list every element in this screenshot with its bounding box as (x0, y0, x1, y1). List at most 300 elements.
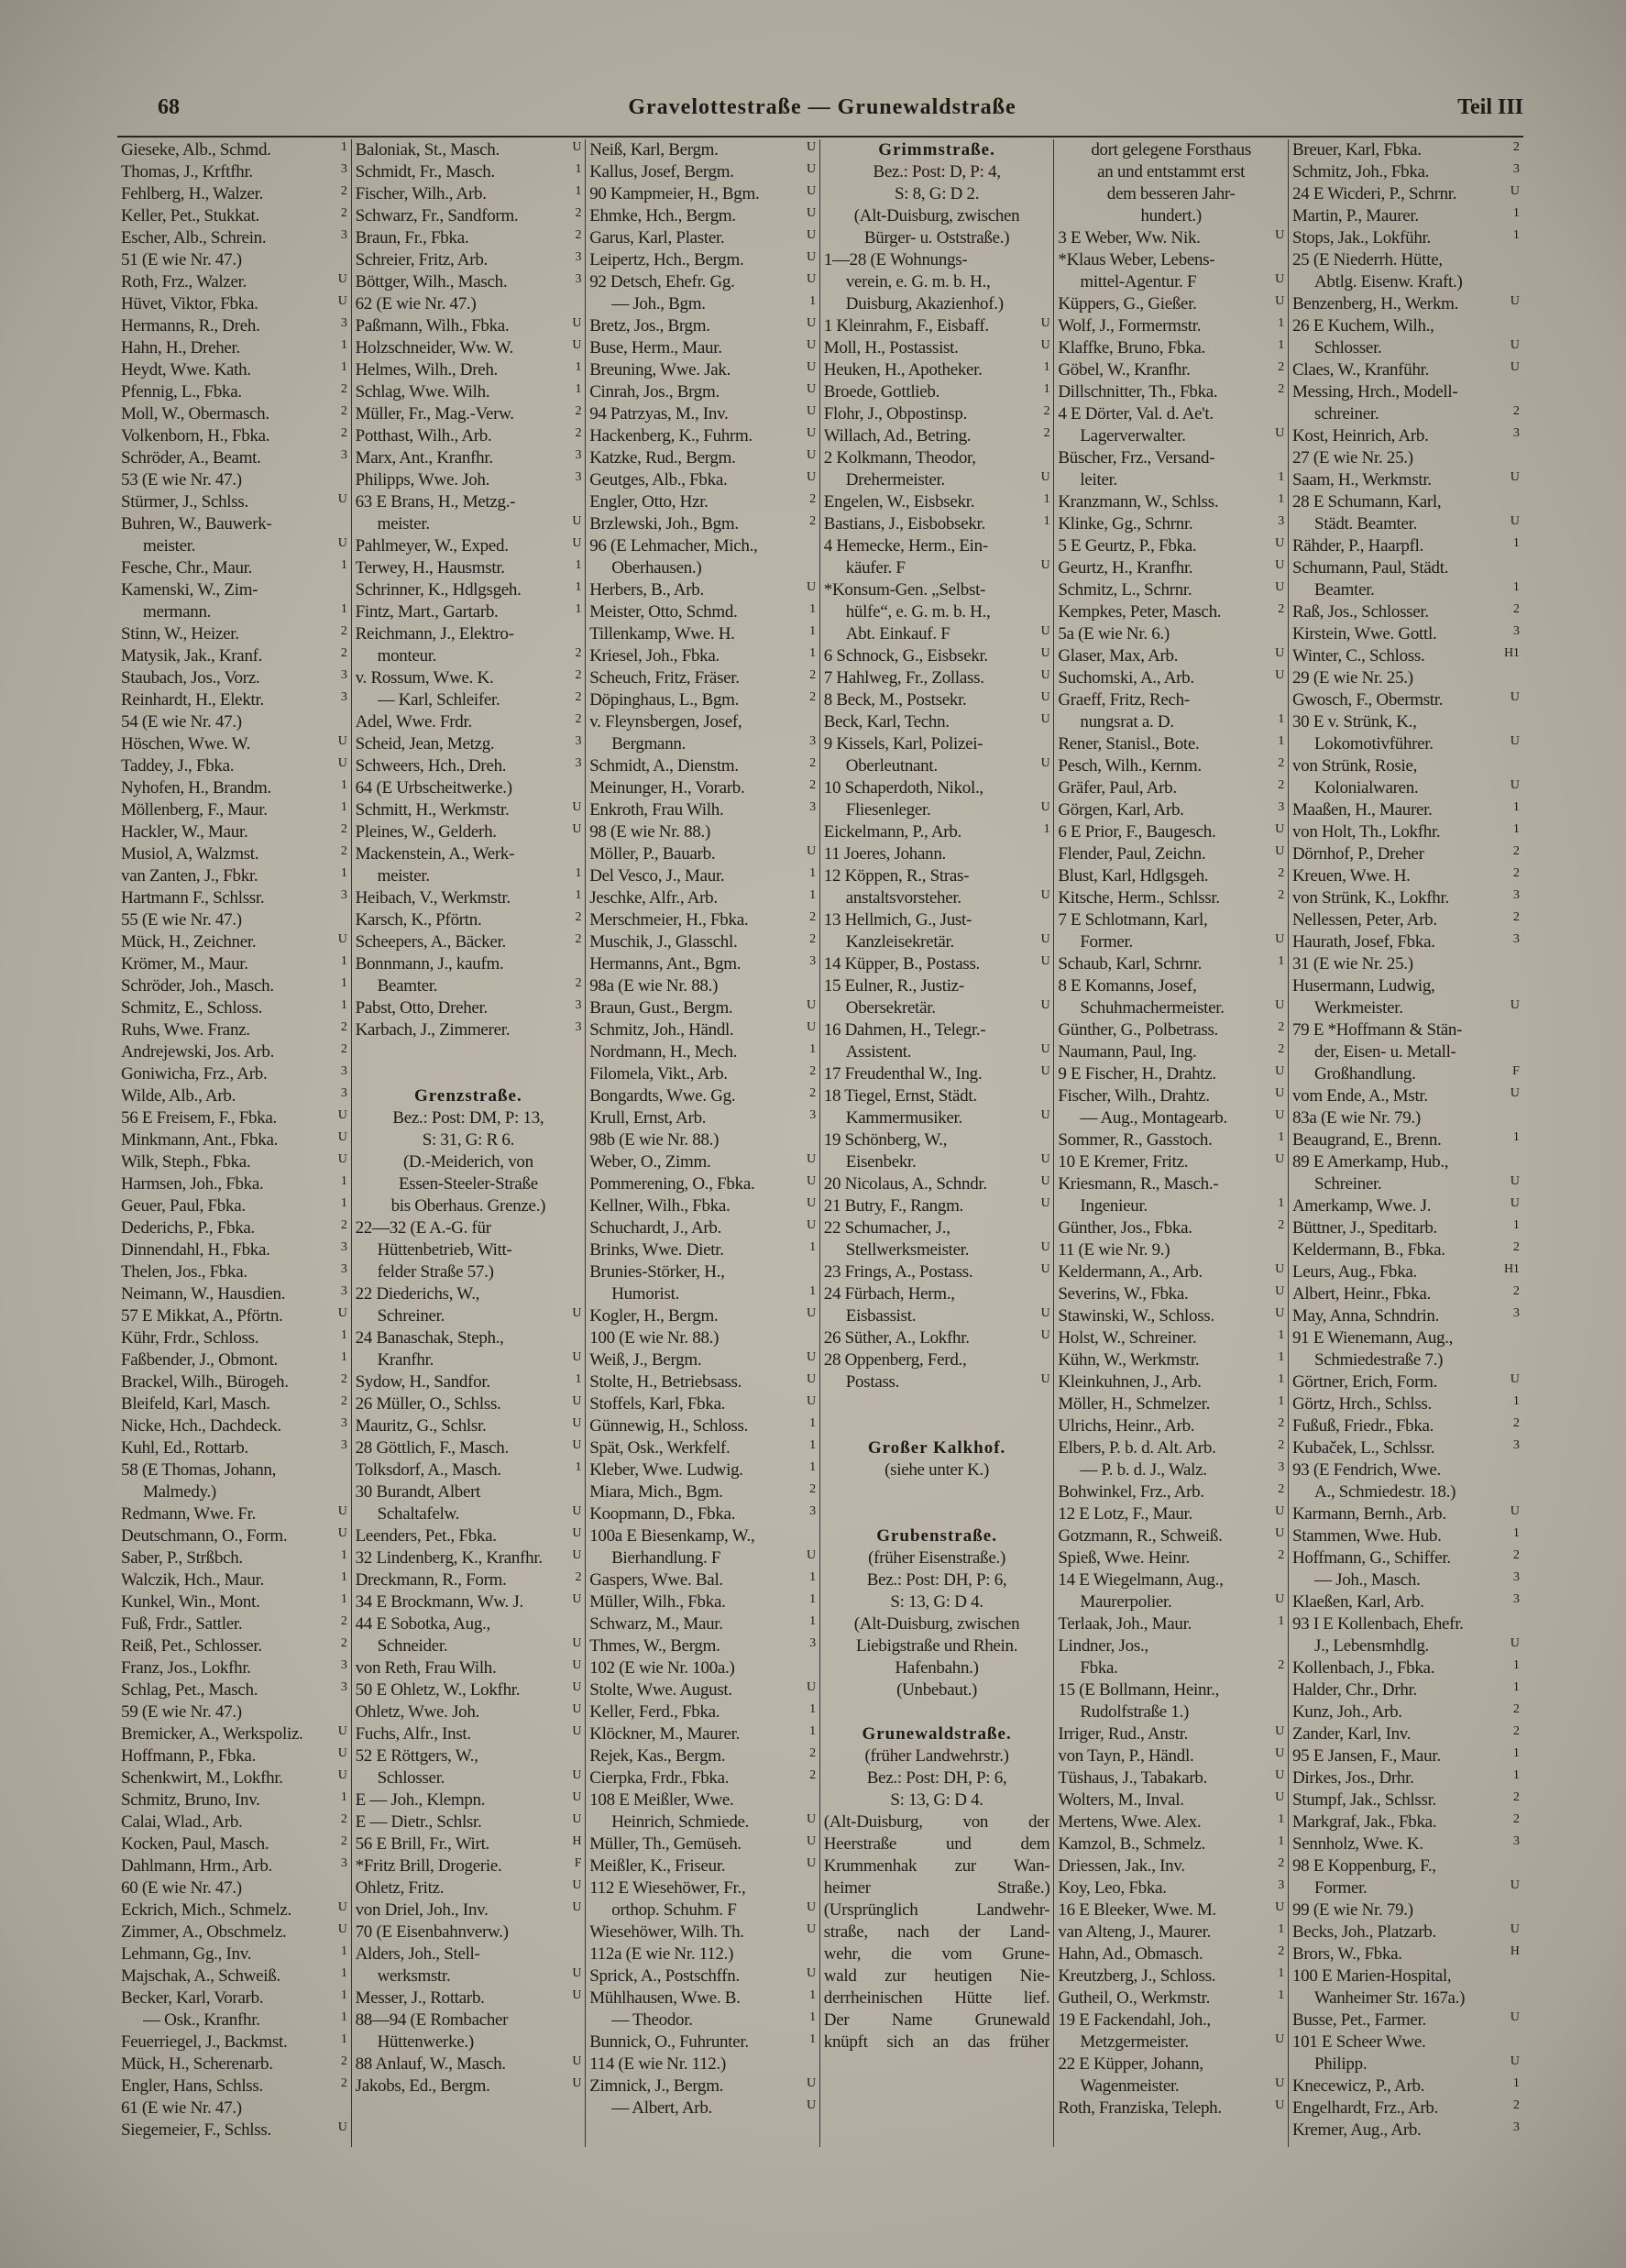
directory-entry (1058, 865, 1284, 887)
entry-text: meister. (377, 866, 430, 886)
directory-entry (1292, 953, 1520, 975)
entry-text: Schmiedestraße 7.) (1313, 1350, 1444, 1370)
entry-text: monteur. (377, 646, 437, 666)
directory-entry (356, 1481, 582, 1503)
entry-text: Schaltafelw. (377, 1504, 460, 1524)
directory-entry (824, 667, 1050, 689)
street-note: Bez.: Post: DH, P: 6, (866, 1768, 1007, 1788)
entry-text: Enkroth, Frau Wilh. (589, 800, 724, 820)
blank-line (824, 1415, 1050, 1437)
entry-text: 15 (E Bollmann, Heinr., (1058, 1680, 1220, 1700)
entry-text: 61 (E wie Nr. 47.) (121, 2098, 242, 2118)
entry-floor-marker: 1 (340, 1570, 347, 1584)
entry-floor-marker: 3 (340, 888, 347, 902)
directory-entry (1058, 1965, 1284, 1987)
entry-floor-marker: 1 (1512, 1218, 1520, 1232)
street-note: Hafenbahn.) (895, 1658, 979, 1678)
entry-floor-marker: 3 (340, 1658, 347, 1672)
entry-floor-marker: U (572, 1658, 582, 1672)
directory-entry (356, 1019, 582, 1041)
directory-entry (824, 403, 1050, 425)
entry-text: Volkenborn, H., Fbka. (121, 426, 270, 446)
entry-floor-marker: 1 (809, 1614, 816, 1628)
street-history-line: Der Name Grunewald (823, 2010, 1050, 2030)
street-heading: Grimmstraße. (878, 140, 995, 160)
directory-entry (121, 381, 347, 403)
directory-entry (589, 931, 816, 953)
entry-text: Brors, W., Fbka. (1291, 1944, 1402, 1964)
street-history-line: heimer Straße.) (823, 1878, 1050, 1898)
entry-text: Dillschnitter, Th., Fbka. (1058, 382, 1218, 402)
entry-floor-marker: U (806, 1152, 816, 1166)
entry-text: 7 Hahlweg, Fr., Zollass. (823, 668, 984, 688)
directory-entry (356, 1415, 582, 1437)
entry-text: Nellessen, Peter, Arb. (1291, 910, 1437, 930)
directory-entry (1058, 2053, 1284, 2075)
directory-entry (589, 469, 816, 491)
entry-floor-marker: 1 (1512, 800, 1520, 814)
directory-entry (1058, 1723, 1284, 1745)
entry-text: 9 Kissels, Karl, Polizei- (823, 734, 983, 754)
directory-entry (121, 777, 347, 799)
entry-floor-marker: 1 (340, 558, 347, 572)
directory-entry (121, 1019, 347, 1041)
directory-entry (1292, 1833, 1520, 1855)
entry-text: — P. b. d. J., Walz. (1080, 1460, 1207, 1480)
entry-text: Geutges, Alb., Fbka. (589, 470, 728, 490)
directory-entry-continuation (1058, 1107, 1284, 1129)
directory-entry (1058, 1393, 1284, 1415)
entry-text: Fußuß, Friedr., Fbka. (1291, 1416, 1434, 1436)
entry-floor-marker: 2 (340, 1020, 347, 1034)
entry-floor-marker: U (1510, 1086, 1520, 1100)
entry-text: E — Dietr., Schlsr. (355, 1812, 482, 1832)
directory-entry (589, 337, 816, 359)
entry-floor-marker: 2 (1278, 1218, 1284, 1232)
entry-floor-marker: 1 (1278, 1614, 1284, 1628)
directory-entry (121, 205, 347, 227)
entry-floor-marker: U (1275, 2098, 1284, 2112)
entry-floor-marker: U (1275, 1768, 1284, 1782)
directory-entry (121, 755, 347, 777)
entry-text: Schmitz, Joh., Fbka. (1291, 162, 1430, 182)
directory-entry (121, 227, 347, 249)
directory-entry (589, 755, 816, 777)
entry-text: 11 (E wie Nr. 9.) (1058, 1240, 1170, 1260)
entry-text: Neimann, W., Hausdien. (121, 1284, 286, 1304)
entry-text: Stumpf, Jak., Schlssr. (1291, 1790, 1436, 1810)
entry-text: 91 E Wienemann, Aug., (1291, 1328, 1454, 1348)
entry-floor-marker: 2 (809, 514, 816, 528)
directory-entry (1292, 535, 1520, 557)
directory-entry (1058, 1503, 1284, 1525)
directory-entry (121, 2031, 347, 2053)
entry-text: 3 E Weber, Ww. Nik. (1058, 228, 1201, 248)
entry-text: Staubach, Jos., Vorz. (121, 668, 260, 688)
entry-text: 19 Schönberg, W., (823, 1130, 948, 1150)
entry-floor-marker: 2 (809, 492, 816, 506)
entry-floor-marker: 2 (1512, 1416, 1520, 1430)
entry-text: leiter. (1080, 470, 1118, 490)
entry-text: Buse, Herm., Maur. (589, 338, 722, 358)
entry-floor-marker: U (1275, 558, 1284, 572)
directory-entry (121, 931, 347, 953)
entry-floor-marker: 1 (809, 1570, 816, 1584)
directory-entry (1292, 645, 1520, 667)
directory-entry (356, 953, 582, 975)
entry-floor-marker: 3 (340, 448, 347, 462)
entry-text: Cinrah, Jos., Brgm. (589, 382, 720, 402)
entry-floor-marker: U (1040, 756, 1050, 770)
entry-text: Hackler, W., Maur. (121, 822, 248, 842)
entry-floor-marker: H1 (1504, 1262, 1520, 1276)
entry-floor-marker: U (1040, 690, 1050, 704)
entry-text: Schröder, A., Beamt. (121, 448, 261, 468)
entry-text: 95 E Jansen, F., Maur. (1291, 1746, 1441, 1766)
blank-line (824, 1701, 1050, 1723)
directory-entry (1292, 1459, 1520, 1481)
entry-floor-marker: 2 (340, 844, 347, 858)
entry-text: Hartmann F., Schlssr. (121, 888, 265, 908)
entry-floor-marker: U (1275, 426, 1284, 440)
entry-text: 102 (E wie Nr. 100a.) (589, 1658, 735, 1678)
entry-text: Pommerening, O., Fbka. (589, 1174, 755, 1194)
directory-entry (121, 1833, 347, 1855)
directory-entry (356, 1217, 582, 1239)
directory-entry (1292, 821, 1520, 843)
entry-floor-marker: 2 (1512, 910, 1520, 924)
entry-floor-marker: 3 (575, 448, 582, 462)
entry-text: Möller, P., Bauarb. (589, 844, 716, 864)
entry-text: 98a (E wie Nr. 88.) (589, 976, 719, 996)
entry-floor-marker: 2 (1043, 426, 1050, 440)
entry-floor-marker: 1 (1278, 316, 1284, 330)
entry-text: Karmann, Bernh., Arb. (1291, 1504, 1446, 1524)
entry-text: Sydow, H., Sandfor. (355, 1372, 490, 1392)
entry-text: Franz, Jos., Lokfhr. (121, 1658, 251, 1678)
directory-entry (1058, 601, 1284, 623)
directory-entry (589, 1591, 816, 1613)
entry-floor-marker: U (806, 1218, 816, 1232)
entry-text: Günther, Jos., Fbka. (1058, 1218, 1192, 1238)
directory-entry-continuation (1292, 403, 1520, 425)
directory-entry (1292, 755, 1520, 777)
entry-floor-marker: 2 (1278, 602, 1284, 616)
entry-text: Irriger, Rud., Anstr. (1058, 1724, 1189, 1744)
entry-text: Kellner, Wilh., Fbka. (589, 1196, 731, 1216)
entry-text: hülfe“, e. G. m. b. H., (845, 602, 991, 622)
entry-floor-marker: U (1275, 998, 1284, 1012)
directory-entry (356, 1855, 582, 1877)
entry-text: Messing, Hrch., Modell- (1291, 382, 1458, 402)
entry-text: Becker, Karl, Vorarb. (121, 1988, 264, 2008)
directory-entry (589, 1679, 816, 1701)
entry-text: 54 (E wie Nr. 47.) (121, 712, 242, 732)
directory-entry (589, 535, 816, 557)
directory-entry-continuation (1292, 579, 1520, 601)
directory-entry (1292, 1811, 1520, 1833)
directory-entry (356, 931, 582, 953)
entry-floor-marker: 2 (1278, 778, 1284, 792)
entry-text: Schreiner. (1313, 1174, 1382, 1194)
directory-entry (356, 1987, 582, 2009)
directory-column (1054, 139, 1289, 2147)
entry-text: 112 E Wiesehöwer, Fr., (589, 1878, 746, 1898)
entry-text: Ehmke, Hch., Bergm. (589, 206, 736, 226)
entry-text: Philipp. (1313, 2054, 1368, 2074)
directory-entry-continuation (356, 1349, 582, 1371)
entry-floor-marker: 1 (575, 888, 582, 902)
entry-text: Leenders, Pet., Fbka. (355, 1526, 497, 1546)
entry-text: Bergmann. (611, 734, 687, 754)
entry-text: Claes, W., Kranführ. (1291, 360, 1430, 380)
directory-entry-continuation (589, 2009, 816, 2031)
entry-floor-marker: 2 (340, 2076, 347, 2090)
entry-text: — Albert, Arb. (611, 2098, 712, 2118)
entry-floor-marker: U (572, 1878, 582, 1892)
directory-entry (589, 1261, 816, 1283)
entry-floor-marker: U (337, 1152, 347, 1166)
entry-floor-marker: 2 (340, 404, 347, 418)
entry-floor-marker: U (337, 1900, 347, 1914)
entry-floor-marker: 1 (340, 778, 347, 792)
directory-entry (589, 425, 816, 447)
directory-entry (356, 1723, 582, 1745)
entry-text (824, 1415, 1050, 1437)
entry-floor-marker: U (1275, 1284, 1284, 1298)
entry-text: Dörnhof, P., Dreher (1291, 844, 1424, 864)
directory-entry (1292, 711, 1520, 733)
entry-text: Döpinghaus, L., Bgm. (589, 690, 740, 710)
entry-floor-marker: 3 (575, 250, 582, 264)
directory-entry-continuation (1292, 1635, 1520, 1657)
entry-floor-marker: 2 (809, 1746, 816, 1760)
entry-text: 6 Schnock, G., Eisbsekr. (823, 646, 988, 666)
entry-text: Schmitt, H., Werkmstr. (355, 800, 510, 820)
entry-text: 26 Müller, O., Schlss. (355, 1394, 501, 1414)
entry-text: Faßbender, J., Obmont. (121, 1350, 279, 1370)
entry-text: Lokomotivführer. (1313, 734, 1434, 754)
directory-entry (1058, 909, 1284, 931)
directory-entry (1292, 1525, 1520, 1547)
entry-floor-marker: 1 (1512, 536, 1520, 550)
directory-entry (589, 1415, 816, 1437)
entry-text: mermann. (143, 602, 212, 622)
directory-entry (1292, 359, 1520, 381)
entry-floor-marker: 2 (1512, 844, 1520, 858)
directory-entry (824, 315, 1050, 337)
street-note: Bez.: Post: DH, P: 6, (866, 1570, 1007, 1590)
directory-entry (1292, 315, 1520, 337)
entry-text: 18 Tiegel, Ernst, Städt. (823, 1086, 977, 1106)
directory-entry (824, 1129, 1050, 1151)
directory-entry (356, 1899, 582, 1921)
directory-entry (1292, 1305, 1520, 1327)
entry-floor-marker: 1 (809, 1416, 816, 1430)
entry-floor-marker: U (1275, 844, 1284, 858)
entry-text: Thomas, J., Krftfhr. (121, 162, 253, 182)
entry-text: verein, e. G. m. b. H., (845, 272, 991, 292)
entry-text: Nordmann, H., Mech. (589, 1042, 738, 1062)
entry-text: Flender, Paul, Zeichn. (1058, 844, 1206, 864)
directory-entry (121, 1327, 347, 1349)
entry-text: Calai, Wlad., Arb. (121, 1812, 243, 1832)
entry-text: 89 E Amerkamp, Hub., (1291, 1152, 1449, 1172)
directory-entry (356, 1745, 582, 1767)
directory-entry (356, 249, 582, 271)
entry-floor-marker: 1 (809, 646, 816, 660)
entry-text: Tüshaus, J., Tabakarb. (1058, 1768, 1208, 1788)
entry-text: 1 Kleinrahm, F., Eisbaff. (823, 316, 989, 336)
street-note: dem besseren Jahr- (1106, 184, 1236, 204)
entry-floor-marker: U (572, 1812, 582, 1826)
page-number: 68 (158, 95, 180, 119)
street-note: S: 31, G: R 6. (422, 1130, 515, 1150)
directory-entry-continuation (1058, 1195, 1284, 1217)
entry-text: Bongardts, Wwe. Gg. (589, 1086, 736, 1106)
entry-floor-marker: 1 (1512, 1768, 1520, 1782)
entry-text: 93 (E Fendrich, Wwe. (1291, 1460, 1441, 1480)
entry-floor-marker: 3 (1512, 1438, 1520, 1452)
entry-floor-marker: 2 (340, 1218, 347, 1232)
entry-floor-marker: 2 (340, 426, 347, 440)
directory-entry (1058, 887, 1284, 909)
entry-text: Ingenieur. (1080, 1196, 1148, 1216)
entry-text: 59 (E wie Nr. 47.) (121, 1702, 242, 1722)
entry-text: Gaspers, Wwe. Bal. (589, 1570, 723, 1590)
entry-floor-marker: 3 (1512, 162, 1520, 176)
entry-floor-marker: U (572, 1438, 582, 1452)
directory-entry (356, 1811, 582, 1833)
entry-floor-marker: U (1040, 998, 1050, 1012)
entry-text: Former. (1080, 932, 1133, 952)
entry-floor-marker: 3 (1512, 932, 1520, 946)
entry-floor-marker: 1 (340, 866, 347, 880)
entry-floor-marker: 1 (340, 1592, 347, 1606)
entry-floor-marker: 3 (809, 1504, 816, 1518)
entry-floor-marker: 2 (340, 1812, 347, 1826)
entry-text: 99 (E wie Nr. 79.) (1291, 1900, 1413, 1920)
entry-text: Kamzol, B., Schmelz. (1058, 1834, 1206, 1854)
directory-entry (589, 161, 816, 183)
directory-entry (121, 1877, 347, 1899)
entry-text: 22 Diederichs, W., (355, 1284, 480, 1304)
directory-entry (1058, 1569, 1284, 1591)
entry-floor-marker: 1 (1512, 1130, 1520, 1144)
directory-entry-continuation (824, 997, 1050, 1019)
entry-floor-marker: U (337, 1922, 347, 1936)
entry-text: 12 E Lotz, F., Maur. (1058, 1504, 1192, 1524)
entry-floor-marker: U (1040, 1042, 1050, 1056)
entry-text: Terwey, H., Hausmstr. (355, 558, 505, 578)
entry-text: Hermanns, Ant., Bgm. (589, 954, 742, 974)
directory-entry (824, 733, 1050, 755)
entry-floor-marker: U (337, 1768, 347, 1782)
entry-text: von Holt, Th., Lokfhr. (1291, 822, 1441, 842)
directory-entry (356, 579, 582, 601)
directory-entry-continuation (824, 1041, 1050, 1063)
entry-floor-marker: 1 (575, 162, 582, 176)
directory-entry (1058, 1789, 1284, 1811)
directory-entry (356, 425, 582, 447)
directory-entry (121, 667, 347, 689)
entry-floor-marker: 1 (1043, 822, 1050, 836)
directory-entry (1292, 161, 1520, 183)
entry-floor-marker: U (1040, 1262, 1050, 1276)
entry-floor-marker: U (572, 1768, 582, 1782)
directory-entry (1058, 843, 1284, 865)
directory-entry (121, 645, 347, 667)
directory-entry (589, 1041, 816, 1063)
directory-entry (589, 689, 816, 711)
directory-entry (356, 1877, 582, 1899)
entry-text: Keldermann, B., Fbka. (1291, 1240, 1445, 1260)
entry-text: 20 Nicolaus, A., Schndr. (823, 1174, 987, 1194)
entry-text: Gutheil, O., Werkmstr. (1058, 1988, 1211, 2008)
directory-entry (589, 2053, 816, 2075)
entry-text: Lehmann, Gg., Inv. (121, 1944, 252, 1964)
directory-entry (589, 821, 816, 843)
directory-entry (824, 953, 1050, 975)
directory-entry (121, 1965, 347, 1987)
entry-floor-marker: 1 (809, 1988, 816, 2002)
entry-floor-marker: 2 (575, 404, 582, 418)
entry-text: Büscher, Frz., Versand- (1058, 448, 1215, 468)
entry-text: Hüvet, Viktor, Fbka. (121, 294, 258, 314)
directory-entry (824, 491, 1050, 513)
directory-entry (589, 1745, 816, 1767)
entry-floor-marker: 2 (1512, 1702, 1520, 1716)
directory-entry (589, 1195, 816, 1217)
directory-entry (589, 1437, 816, 1459)
entry-floor-marker: U (337, 932, 347, 946)
directory-entry (1058, 799, 1284, 821)
entry-text: 90 Kampmeier, H., Bgm. (589, 184, 760, 204)
entry-text: Katzke, Rud., Bergm. (589, 448, 736, 468)
directory-entry (1292, 1767, 1520, 1789)
entry-floor-marker: 2 (575, 228, 582, 242)
directory-entry (1292, 1195, 1520, 1217)
entry-floor-marker: 2 (1512, 404, 1520, 418)
directory-entry (121, 1195, 347, 1217)
entry-floor-marker: 1 (575, 360, 582, 374)
entry-floor-marker: 2 (1512, 1724, 1520, 1738)
entry-floor-marker: U (806, 1900, 816, 1914)
directory-entry (589, 1569, 816, 1591)
entry-text: Matysik, Jak., Kranf. (121, 646, 263, 666)
entry-floor-marker: U (1275, 1526, 1284, 1540)
entry-text: 1—28 (E Wohnungs- (823, 250, 968, 270)
directory-entry (589, 2031, 816, 2053)
entry-text: — Osk., Kranfhr. (143, 2010, 260, 2030)
entry-floor-marker: U (1510, 294, 1520, 308)
directory-entry (121, 579, 347, 601)
directory-entry (1058, 777, 1284, 799)
entry-text: Meißler, K., Friseur. (589, 1856, 726, 1876)
directory-column (1289, 139, 1523, 2147)
entry-floor-marker: 2 (1278, 1020, 1284, 1034)
directory-entry (121, 1063, 347, 1085)
street-note: hundert.) (1140, 206, 1202, 226)
entry-floor-marker: U (1275, 228, 1284, 242)
entry-text: Höschen, Wwe. W. (121, 734, 251, 754)
entry-floor-marker: U (806, 1196, 816, 1210)
entry-text: Sommer, R., Gasstoch. (1058, 1130, 1213, 1150)
entry-floor-marker: 2 (1512, 1790, 1520, 1804)
directory-entry (1058, 755, 1284, 777)
entry-text: Siegemeier, F., Schlss. (121, 2120, 271, 2140)
directory-entry (589, 1943, 816, 1965)
